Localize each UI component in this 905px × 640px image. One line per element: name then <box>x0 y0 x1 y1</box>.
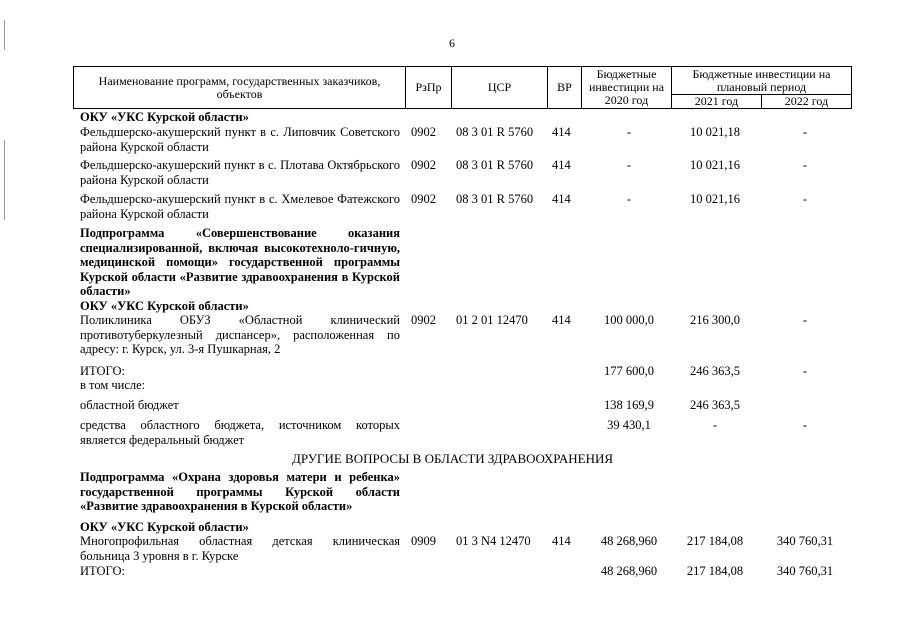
cell-2020: - <box>626 125 632 139</box>
table-row: ОКУ «УКС Курской области» <box>80 299 249 313</box>
header-name: Наименование программ, государственных заказчиков, объектов <box>74 67 406 109</box>
header-2022: 2022 год <box>762 95 852 109</box>
cell-rzpr: 0909 <box>411 534 436 548</box>
cell-2020: 138 169,9 <box>604 398 654 412</box>
header-rzpr: РзПр <box>406 67 452 109</box>
cell-vr: 414 <box>552 125 571 139</box>
cell-2020: 48 268,960 <box>600 564 658 578</box>
table-row: ИТОГО: <box>80 564 125 578</box>
cell-csr: 01 2 01 12470 <box>456 313 528 327</box>
table-row: Многопрофильная областная детская клиническая больница 3 уровня в г. Курске <box>80 534 400 563</box>
cell-2021: 246 363,5 <box>690 398 740 412</box>
cell-vr: 414 <box>552 158 571 172</box>
header-csr: ЦСР <box>452 67 548 109</box>
cell-csr: 08 3 01 R 5760 <box>456 192 534 206</box>
cell-2020: - <box>626 158 632 172</box>
cell-2022: - <box>802 418 808 432</box>
cell-2022: 340 760,31 <box>776 534 834 548</box>
cell-2022: - <box>802 158 808 172</box>
cell-2021: 10 021,16 <box>690 192 740 206</box>
scan-margin-mark <box>4 140 5 220</box>
cell-rzpr: 0902 <box>411 313 436 327</box>
cell-2021: 10 021,18 <box>690 125 740 139</box>
table-row: средства областного бюджета, источником которых является федеральный бюджет <box>80 418 400 447</box>
table-row: ИТОГО: <box>80 364 125 378</box>
cell-2022: - <box>802 364 808 378</box>
cell-2021: 217 184,08 <box>686 534 744 548</box>
cell-2022: - <box>802 313 808 327</box>
cell-2022: - <box>802 192 808 206</box>
table-row: ОКУ «УКС Курской области» <box>80 110 249 124</box>
cell-2021: - <box>712 418 718 432</box>
table-row: Поликлиника ОБУЗ «Областной клинический противотуберкулезный диспансер», расположенная по адресу: г. Курск, ул. 3-я Пушкарная, 2 <box>80 313 400 356</box>
cell-vr: 414 <box>552 192 571 206</box>
cell-2022: 340 760,31 <box>776 564 834 578</box>
cell-2020: - <box>626 192 632 206</box>
table-row: Подпрограмма «Совершенствование оказания специализированной, включая высокотехноло-гичную, медицинской помощи» государственной программы Курской области «Развитие здравоохранения в Курской области» <box>80 226 400 298</box>
cell-vr: 414 <box>552 534 571 548</box>
scan-margin-mark <box>4 20 5 50</box>
cell-2021: 216 300,0 <box>690 313 740 327</box>
cell-2021: 246 363,5 <box>690 364 740 378</box>
cell-vr: 414 <box>552 313 571 327</box>
cell-rzpr: 0902 <box>411 125 436 139</box>
cell-2020: 100 000,0 <box>604 313 654 327</box>
cell-2021: 217 184,08 <box>686 564 744 578</box>
cell-2020: 39 430,1 <box>607 418 651 432</box>
cell-2020: 48 268,960 <box>600 534 658 548</box>
cell-2020: 177 600,0 <box>604 364 654 378</box>
table-row: в том числе: <box>80 378 146 392</box>
page-number: 6 <box>449 36 455 50</box>
header-budget-2020: Бюджетные инвестиции на 2020 год <box>582 67 672 109</box>
section-title: ДРУГИЕ ВОПРОСЫ В ОБЛАСТИ ЗДРАВООХРАНЕНИЯ <box>291 451 614 466</box>
table-row: областной бюджет <box>80 398 179 412</box>
table-row: ОКУ «УКС Курской области» <box>80 520 249 534</box>
cell-2022: - <box>802 125 808 139</box>
table-row: Фельдшерско-акушерский пункт в с. Плотава Октябрьского района Курской области <box>80 158 400 187</box>
cell-rzpr: 0902 <box>411 158 436 172</box>
cell-2021: 10 021,16 <box>690 158 740 172</box>
cell-csr: 08 3 01 R 5760 <box>456 158 534 172</box>
table-row: Подпрограмма «Охрана здоровья матери и ребенка» государственной программы Курской области «Развитие здравоохранения в Курской области» <box>80 470 400 513</box>
cell-rzpr: 0902 <box>411 192 436 206</box>
cell-csr: 08 3 01 R 5760 <box>456 125 534 139</box>
cell-csr: 01 3 N4 12470 <box>456 534 531 548</box>
header-2021: 2021 год <box>672 95 762 109</box>
header-vr: ВР <box>548 67 582 109</box>
header-planned: Бюджетные инвестиции на плановый период <box>672 67 852 95</box>
table-row: Фельдшерско-акушерский пункт в с. Липовчик Советского района Курской области <box>80 125 400 154</box>
table-row: Фельдшерско-акушерский пункт в с. Хмелевое Фатежского района Курской области <box>80 192 400 221</box>
